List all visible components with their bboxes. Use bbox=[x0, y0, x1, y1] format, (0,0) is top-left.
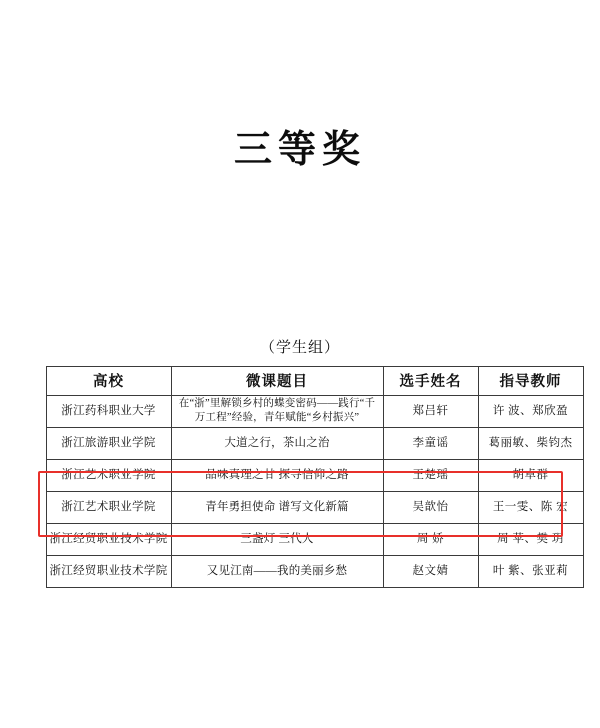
table-header bbox=[46, 366, 583, 395]
table-row-highlighted bbox=[46, 491, 583, 523]
column-header-school: 高校 bbox=[46, 366, 171, 395]
cell-topic: 品味真理之甘 探寻信仰之路 bbox=[171, 459, 383, 491]
group-label: （学生组） bbox=[259, 339, 340, 356]
cell-contestant: 吴歆怡 bbox=[383, 491, 478, 523]
cell-teacher: 周 苹、樊 玥 bbox=[478, 523, 583, 555]
table-row bbox=[46, 523, 583, 555]
column-header-teacher: 指导教师 bbox=[478, 366, 583, 395]
table-header-row bbox=[46, 366, 583, 395]
table-row bbox=[46, 555, 583, 587]
page-title: 三等奖 bbox=[233, 129, 366, 171]
cell-contestant: 周 娇 bbox=[383, 523, 478, 555]
table-body bbox=[46, 395, 583, 587]
cell-school: 浙江经贸职业技术学院 bbox=[46, 555, 171, 587]
cell-topic: 青年勇担使命 谱写文化新篇 bbox=[171, 491, 383, 523]
cell-contestant: 李童谣 bbox=[383, 427, 478, 459]
document-page bbox=[0, 128, 600, 728]
cell-teacher: 许 波、郑欣盈 bbox=[478, 395, 583, 427]
cell-contestant: 赵文婧 bbox=[383, 555, 478, 587]
cell-contestant: 王楚瑶 bbox=[383, 459, 478, 491]
cell-school: 浙江旅游职业学院 bbox=[46, 427, 171, 459]
cell-contestant: 郑吕轩 bbox=[383, 395, 478, 427]
column-header-topic: 微课题目 bbox=[171, 366, 383, 395]
column-header-contestant: 选手姓名 bbox=[383, 366, 478, 395]
table-row bbox=[46, 395, 583, 427]
cell-school: 浙江艺术职业学院 bbox=[46, 459, 171, 491]
results-table-container bbox=[46, 366, 573, 588]
cell-teacher: 王一雯、陈 宏 bbox=[478, 491, 583, 523]
table-row-highlighted bbox=[46, 459, 583, 491]
cell-topic: 大道之行，茶山之治 bbox=[171, 427, 383, 459]
cell-topic: 又见江南——我的美丽乡愁 bbox=[171, 555, 383, 587]
cell-topic bbox=[171, 395, 383, 427]
table-row bbox=[46, 427, 583, 459]
cell-topic: 三盏灯 三代人 bbox=[171, 523, 383, 555]
cell-school: 浙江经贸职业技术学院 bbox=[46, 523, 171, 555]
cell-school: 浙江药科职业大学 bbox=[46, 395, 171, 427]
cell-teacher: 葛丽敏、柴钧杰 bbox=[478, 427, 583, 459]
results-table bbox=[46, 366, 584, 588]
cell-school: 浙江艺术职业学院 bbox=[46, 491, 171, 523]
cell-topic-line2: 万工程”经验，青年赋能“乡村振兴” bbox=[194, 412, 360, 424]
cell-teacher: 胡卓群 bbox=[478, 459, 583, 491]
cell-teacher: 叶 紫、张亚莉 bbox=[478, 555, 583, 587]
cell-topic-line1: 在“浙”里解锁乡村的蝶变密码——践行“千 bbox=[178, 398, 376, 410]
